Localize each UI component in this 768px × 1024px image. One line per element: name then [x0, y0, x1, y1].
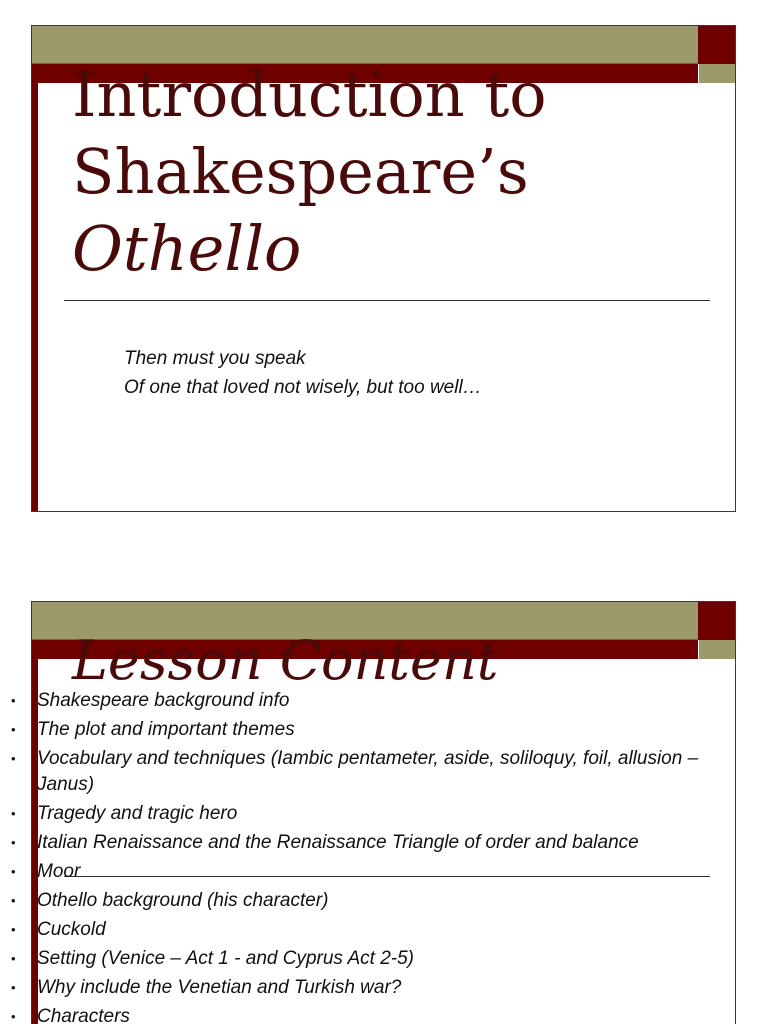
- bullet-dot-icon: •: [11, 893, 16, 908]
- title-slide: [31, 25, 736, 512]
- quote-line-2: Of one that loved not wisely, but too well…: [124, 377, 482, 398]
- header-corner-olive: [698, 640, 736, 659]
- bullet-item: [0, 946, 730, 972]
- bullet-text: Setting (Venice – Act 1 - and Cyprus Act 2-5): [37, 948, 415, 969]
- bullet-dot-icon: •: [11, 693, 16, 708]
- bullet-dot-icon: •: [11, 951, 16, 966]
- quote-line-1: Then must you speak: [124, 348, 306, 369]
- bullet-text: Tragedy and tragic hero: [37, 803, 238, 824]
- header-corner-red: [698, 602, 736, 640]
- bullet-item: [0, 688, 730, 714]
- bullet-text: Cuckold: [37, 919, 106, 940]
- bullet-dot-icon: •: [11, 722, 16, 737]
- bullet-item: [0, 717, 730, 743]
- bullet-dot-icon: •: [11, 980, 16, 995]
- bullet-item: [0, 830, 730, 856]
- bullet-text: The plot and important themes: [37, 719, 295, 740]
- bullet-text: Vocabulary and techniques (Iambic pentameter, aside, soliloquy, foil, allusion – Janus): [37, 748, 699, 795]
- header-corner-red: [698, 26, 736, 64]
- bullet-item: [0, 975, 730, 1001]
- bullet-dot-icon: •: [11, 751, 16, 766]
- lesson-bullet-list: [0, 688, 730, 1024]
- bullet-text: Characters: [37, 1006, 130, 1024]
- slide-title: [72, 56, 547, 287]
- epigraph-quote: [124, 344, 482, 402]
- bullet-text: Italian Renaissance and the Renaissance Triangle of order and balance: [37, 832, 639, 853]
- bullet-item: [0, 917, 730, 943]
- bullet-item: [0, 801, 730, 827]
- bullet-item: [0, 888, 730, 914]
- slide-side-bar: [32, 64, 38, 511]
- bullet-text: Moor: [37, 861, 81, 882]
- bullet-dot-icon: •: [11, 835, 16, 850]
- title-divider: [64, 300, 710, 301]
- bullet-dot-icon: •: [11, 922, 16, 937]
- bullet-text: Why include the Venetian and Turkish war?: [37, 977, 402, 998]
- slide-title: Lesson Content: [72, 629, 499, 692]
- bullet-text: Shakespeare background info: [37, 690, 290, 711]
- bullet-dot-icon: •: [11, 1009, 16, 1024]
- bullet-dot-icon: •: [11, 806, 16, 821]
- bullet-item: [0, 859, 730, 885]
- bullet-dot-icon: •: [11, 864, 16, 879]
- header-corner-olive: [698, 64, 736, 83]
- title-line-1: Introduction to: [72, 58, 547, 131]
- bullet-item: [0, 1004, 730, 1024]
- title-line-3: Othello: [72, 212, 302, 285]
- bullet-item: [0, 746, 730, 798]
- bullet-text: Othello background (his character): [37, 890, 329, 911]
- title-line-2: Shakespeare’s: [72, 135, 529, 208]
